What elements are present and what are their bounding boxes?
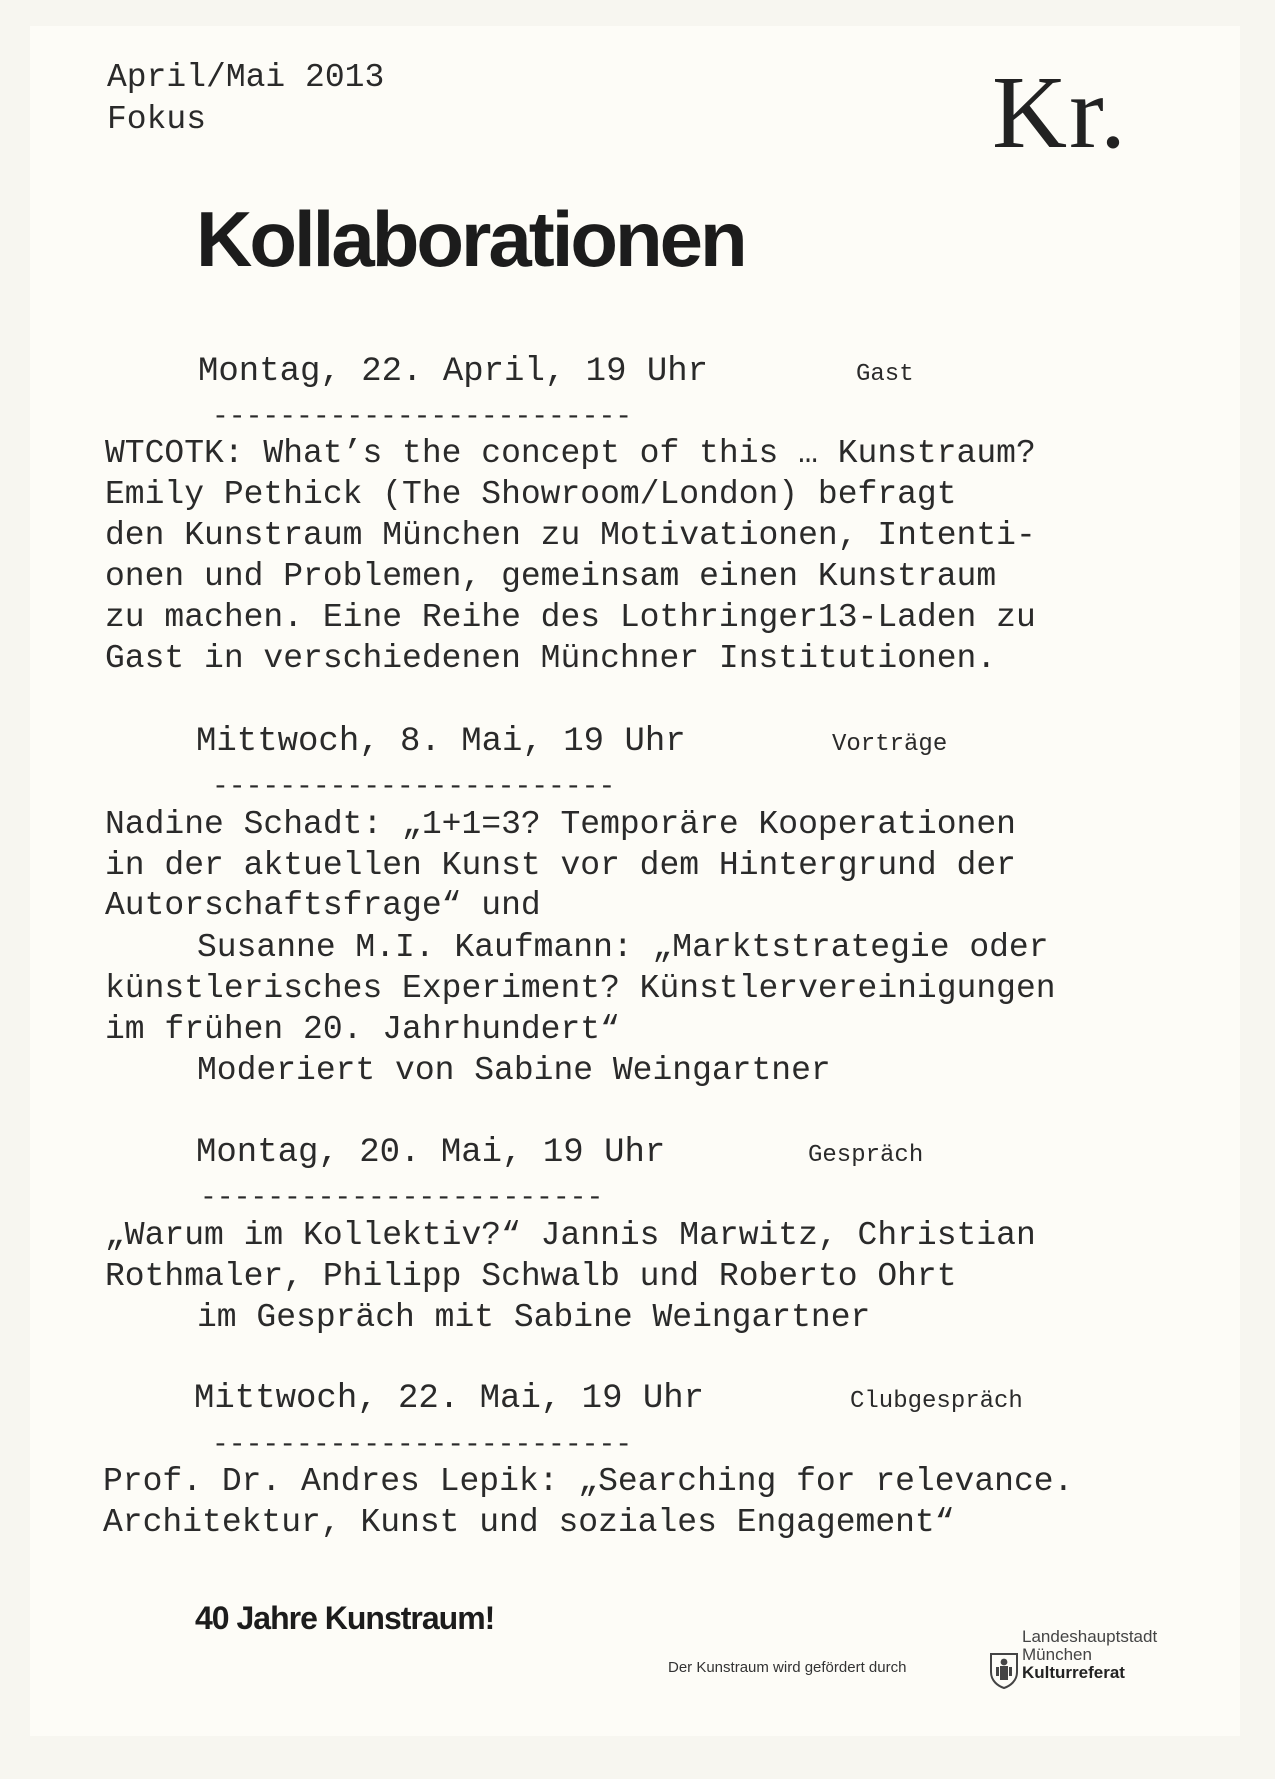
- event-1-line-3: den Kunstraum München zu Motivationen, Intenti-: [105, 517, 1036, 554]
- event-2-line-1: Nadine Schadt: „1+1=3? Temporäre Kooperationen: [105, 806, 1016, 843]
- event-3-divider: ------------------------: [200, 1183, 604, 1214]
- event-2-divider: ------------------------: [212, 772, 616, 803]
- event-1-line-6: Gast in verschiedenen Münchner Institutionen.: [105, 640, 997, 677]
- event-4-line-2: Architektur, Kunst und soziales Engagement“: [103, 1504, 955, 1541]
- event-2-line-2: in der aktuellen Kunst vor dem Hintergrund der: [105, 847, 1016, 884]
- event-3-category: Gespräch: [808, 1142, 924, 1169]
- event-1-line-5: zu machen. Eine Reihe des Lothringer13-Laden zu: [105, 599, 1036, 636]
- event-1-divider: -------------------------: [212, 402, 633, 433]
- event-4-category: Clubgespräch: [850, 1388, 1023, 1415]
- event-2-line-7: Moderiert von Sabine Weingartner: [197, 1052, 831, 1089]
- event-2-line-4: Susanne M.I. Kaufmann: „Marktstrategie oder: [197, 929, 1049, 966]
- event-4-line-1: Prof. Dr. Andres Lepik: „Searching for relevance.: [103, 1463, 1074, 1500]
- anniversary-heading: 40 Jahre Kunstraum!: [195, 1600, 495, 1636]
- event-3-line-1: „Warum im Kollektiv?“ Jannis Marwitz, Christian: [105, 1217, 1036, 1254]
- issue-date: April/Mai 2013: [107, 59, 385, 96]
- event-2-line-5: künstlerisches Experiment? Künstlervereinigungen: [105, 970, 1056, 1007]
- funding-note: Der Kunstraum wird gefördert durch: [668, 1659, 907, 1676]
- event-2-line-6: im frühen 20. Jahrhundert“: [105, 1011, 620, 1048]
- event-2-date: Mittwoch, 8. Mai, 19 Uhr: [196, 723, 686, 761]
- event-2-line-3: Autorschaftsfrage“ und: [105, 887, 541, 924]
- event-1-date: Montag, 22. April, 19 Uhr: [198, 353, 709, 391]
- event-1-line-1: WTCOTK: What’s the concept of this … Kunstraum?: [105, 435, 1036, 472]
- event-2-category: Vorträge: [832, 731, 948, 758]
- kr-logo: Kr.: [992, 55, 1128, 170]
- event-1-category: Gast: [856, 361, 914, 388]
- event-3-date: Montag, 20. Mai, 19 Uhr: [196, 1134, 666, 1172]
- sponsor-line-1: Landeshauptstadt: [1022, 1627, 1158, 1646]
- event-3-line-2: Rothmaler, Philipp Schwalb und Roberto Ohrt: [105, 1258, 957, 1295]
- event-1-line-4: onen und Problemen, gemeinsam einen Kunstraum: [105, 558, 997, 595]
- sponsor-line-2: München: [1022, 1645, 1092, 1664]
- sponsor-block: [1022, 1628, 1157, 1682]
- event-1-line-2: Emily Pethick (The Showroom/London) befragt: [105, 476, 957, 513]
- event-4-date: Mittwoch, 22. Mai, 19 Uhr: [194, 1380, 705, 1418]
- sponsor-line-3: Kulturreferat: [1022, 1663, 1125, 1682]
- munich-crest-icon: [968, 1632, 1021, 1695]
- event-4-divider: -------------------------: [212, 1430, 633, 1461]
- event-3-line-3: im Gespräch mit Sabine Weingartner: [197, 1299, 871, 1336]
- issue-section: Fokus: [107, 101, 207, 138]
- page-title: Kollaborationen: [196, 195, 745, 283]
